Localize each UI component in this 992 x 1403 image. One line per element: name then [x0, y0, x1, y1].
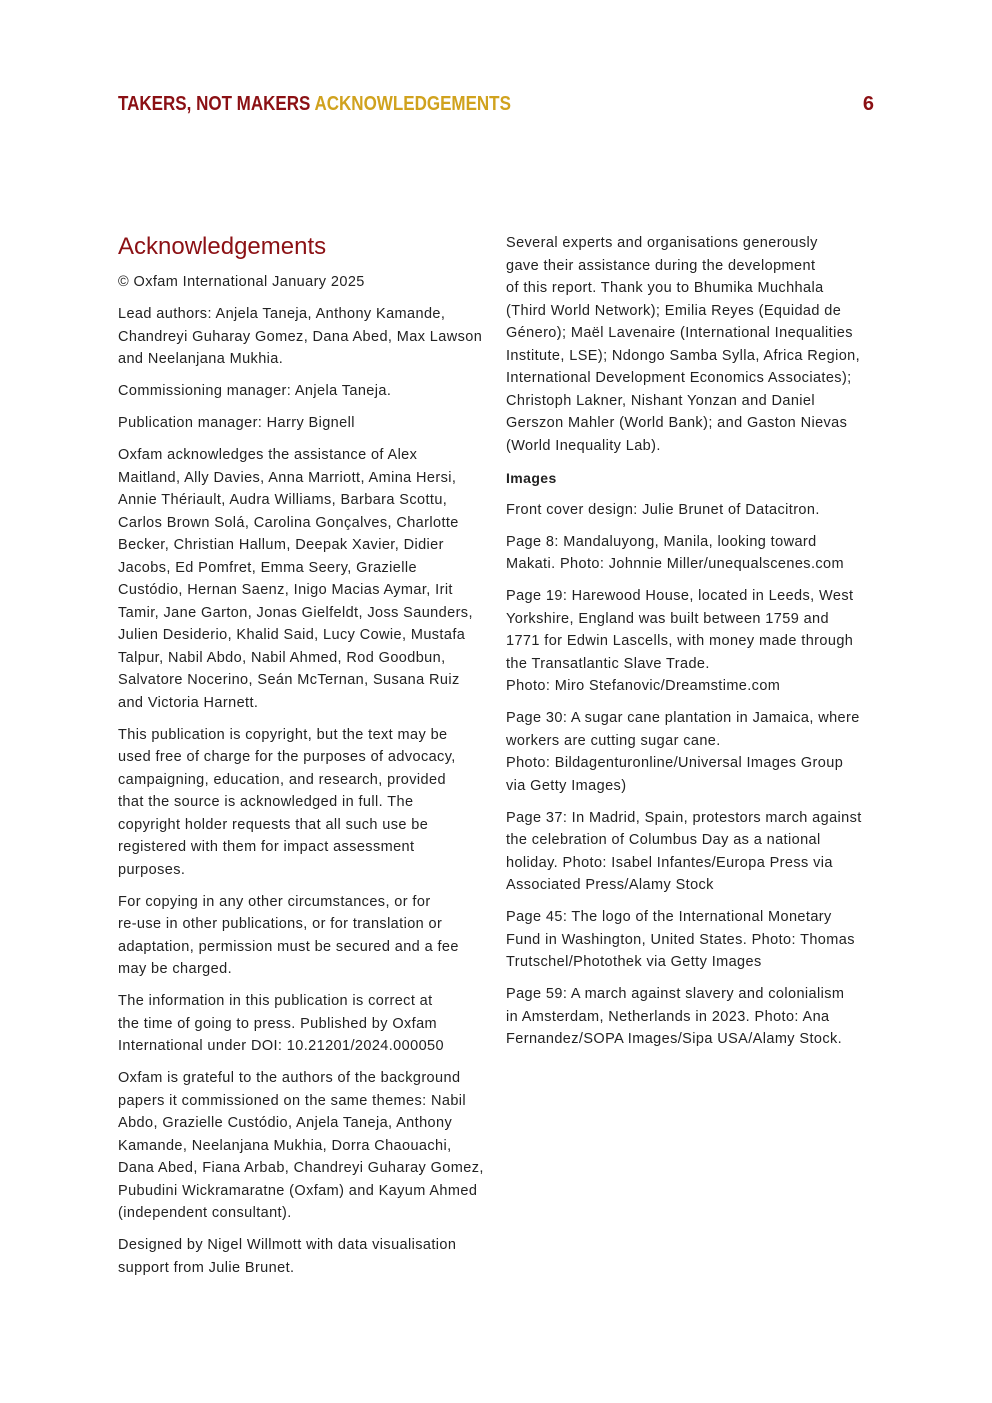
text-line: the celebration of Columbus Day as a national — [506, 832, 821, 848]
text-line: Page 59: A march against slavery and colonialism — [506, 986, 845, 1002]
text-line: re-use in other publications, or for translation or — [118, 916, 443, 932]
text-line: Kamande, Neelanjana Mukhia, Dorra Chaouachi, — [118, 1137, 452, 1154]
text-line: Makati. Photo: Johnnie Miller/unequalscenes.com — [506, 556, 844, 572]
text-line: Julien Desiderio, Khalid Said, Lucy Cowie, Mustafa — [118, 627, 466, 643]
text-line: Page 37: In Madrid, Spain, protestors march against — [506, 809, 862, 826]
text-line: via Getty Images) — [506, 777, 627, 794]
text-line: used free of charge for the purposes of advocacy, — [118, 749, 456, 765]
text-line: Publication manager: Harry Bignell — [118, 415, 355, 431]
text-line: Gerszon Mahler (World Bank); and Gaston Nievas — [506, 415, 848, 431]
text-line: holiday. Photo: Isabel Infantes/Europa Press via — [506, 854, 833, 871]
left-column — [118, 232, 490, 1289]
image-credit — [506, 585, 878, 698]
text-line: Fund in Washington, United States. Photo: Thomas — [506, 931, 855, 948]
text-line: Salvatore Nocerino, Seán McTernan, Susana Ruiz — [118, 672, 460, 688]
text-line: Institute, LSE); Ndongo Samba Sylla, Africa Region, — [506, 347, 861, 364]
text-line: papers it commissioned on the same themes: Nabil — [118, 1092, 467, 1109]
copyright-line — [118, 271, 490, 294]
running-head — [118, 92, 511, 116]
text-line: Photo: Bildagenturonline/Universal Images Group — [506, 755, 844, 771]
text-line: Trutschel/Photothek via Getty Images — [506, 954, 762, 970]
expert-thanks — [506, 232, 878, 457]
text-line: in Amsterdam, Netherlands in 2023. Photo: Ana — [506, 1008, 830, 1025]
background-papers — [118, 1067, 490, 1225]
text-line: Dana Abed, Fiana Arbab, Chandreyi Guharay Gomez, — [118, 1160, 484, 1176]
image-credit — [506, 531, 878, 576]
text-line: (independent consultant). — [118, 1205, 292, 1221]
text-line: Oxfam acknowledges the assistance of Alex — [118, 447, 418, 463]
text-line: purposes. — [118, 861, 186, 878]
text-line: of this report. Thank you to Bhumika Muchhala — [506, 280, 824, 296]
text-line: (World Inequality Lab). — [506, 437, 661, 454]
image-credit — [506, 707, 878, 797]
lead-authors — [118, 303, 490, 371]
text-line: Fernandez/SOPA Images/Sipa USA/Alamy Stock. — [506, 1031, 843, 1047]
text-line: This publication is copyright, but the text may be — [118, 726, 448, 743]
publication-manager — [118, 412, 490, 435]
text-line: workers are cutting sugar cane. — [506, 732, 721, 749]
text-line: Designed by Nigel Willmott with data visualisation — [118, 1237, 457, 1253]
design-credit — [118, 1234, 490, 1279]
text-line: and Victoria Harnett. — [118, 694, 259, 711]
reuse-terms — [118, 891, 490, 981]
text-line: campaigning, education, and research, provided — [118, 771, 446, 788]
text-line: © Oxfam International January 2025 — [118, 274, 365, 290]
section-title: ACKNOWLEDGEMENTS — [314, 93, 511, 115]
text-line: the time of going to press. Published by Oxfam — [118, 1015, 438, 1032]
image-credit — [506, 906, 878, 974]
text-line: Photo: Miro Stefanovic/Dreamstime.com — [506, 678, 781, 694]
text-line: Page 30: A sugar cane plantation in Jamaica, where — [506, 710, 860, 726]
report-title: TAKERS, NOT MAKERS — [118, 93, 311, 115]
text-line: Carlos Brown Solá, Carolina Gonçalves, Charlotte — [118, 514, 459, 531]
text-line: adaptation, permission must be secured and a fee — [118, 938, 459, 955]
text-line: Several experts and organisations generously — [506, 235, 818, 251]
text-line: Custódio, Hernan Saenz, Inigo Macias Aymar, Irit — [118, 582, 453, 598]
image-credit — [506, 499, 878, 522]
text-line: that the source is acknowledged in full. The — [118, 794, 414, 810]
right-column — [506, 232, 878, 1060]
text-line: gave their assistance during the development — [506, 257, 816, 274]
text-line: Commissioning manager: Anjela Taneja. — [118, 383, 392, 399]
text-line: the Transatlantic Slave Trade. — [506, 655, 710, 672]
text-line: Chandreyi Guharay Gomez, Dana Abed, Max Lawson — [118, 328, 483, 345]
text-line: Género); Maël Lavenaire (International Inequalities — [506, 325, 853, 341]
text-line: Jacobs, Ed Pomfret, Emma Seery, Grazielle — [118, 559, 417, 576]
commissioning-manager — [118, 380, 490, 403]
image-credit — [506, 983, 878, 1051]
text-line: 1771 for Edwin Lascells, with money made through — [506, 633, 854, 649]
acknowledgements-heading: Acknowledgements — [118, 233, 327, 260]
image-credit — [506, 807, 878, 897]
text-line: Page 45: The logo of the International Monetary — [506, 909, 832, 925]
text-line: may be charged. — [118, 961, 233, 977]
text-line: Page 8: Mandaluyong, Manila, looking toward — [506, 533, 817, 550]
text-line: Front cover design: Julie Brunet of Datacitron. — [506, 501, 820, 518]
copyright-terms — [118, 724, 490, 882]
text-line: Maitland, Ally Davies, Anna Marriott, Amina Hersi, — [118, 469, 457, 486]
publication-info — [118, 990, 490, 1058]
text-line: Tamir, Jane Garton, Jonas Gielfeldt, Joss Saunders, — [118, 604, 473, 621]
text-line: For copying in any other circumstances, or for — [118, 893, 431, 910]
text-line: International Development Economics Associates); — [506, 370, 852, 386]
text-line: Abdo, Grazielle Custódio, Anjela Taneja, Anthony — [118, 1115, 453, 1131]
text-line: (Third World Network); Emilia Reyes (Equidad de — [506, 302, 842, 319]
text-line: International under DOI: 10.21201/2024.000050 — [118, 1038, 444, 1054]
text-line: Oxfam is grateful to the authors of the background — [118, 1070, 461, 1086]
text-line: Pubudini Wickramaratne (Oxfam) and Kayum Ahmed — [118, 1182, 478, 1199]
acknowledged-contributors — [118, 444, 490, 714]
text-line: Yorkshire, England was built between 1759 and — [506, 610, 829, 627]
text-line: Christoph Lakner, Nishant Yonzan and Daniel — [506, 392, 816, 409]
text-line: Becker, Christian Hallum, Deepak Xavier, Didier — [118, 537, 444, 553]
text-line: Annie Thériault, Audra Williams, Barbara Scottu, — [118, 492, 448, 508]
text-line: Associated Press/Alamy Stock — [506, 877, 714, 893]
text-line: and Neelanjana Mukhia. — [118, 351, 284, 367]
text-line: Lead authors: Anjela Taneja, Anthony Kamande, — [118, 306, 446, 322]
text-line: The information in this publication is correct at — [118, 993, 433, 1009]
page-number: 6 — [862, 93, 874, 115]
text-line: registered with them for impact assessment — [118, 839, 415, 855]
images-heading: Images — [506, 469, 557, 486]
text-line: support from Julie Brunet. — [118, 1259, 295, 1276]
text-line: Talpur, Nabil Abdo, Nabil Ahmed, Rod Goodbun, — [118, 649, 446, 666]
text-line: Page 19: Harewood House, located in Leeds, West — [506, 588, 854, 604]
text-line: copyright holder requests that all such use be — [118, 816, 429, 833]
